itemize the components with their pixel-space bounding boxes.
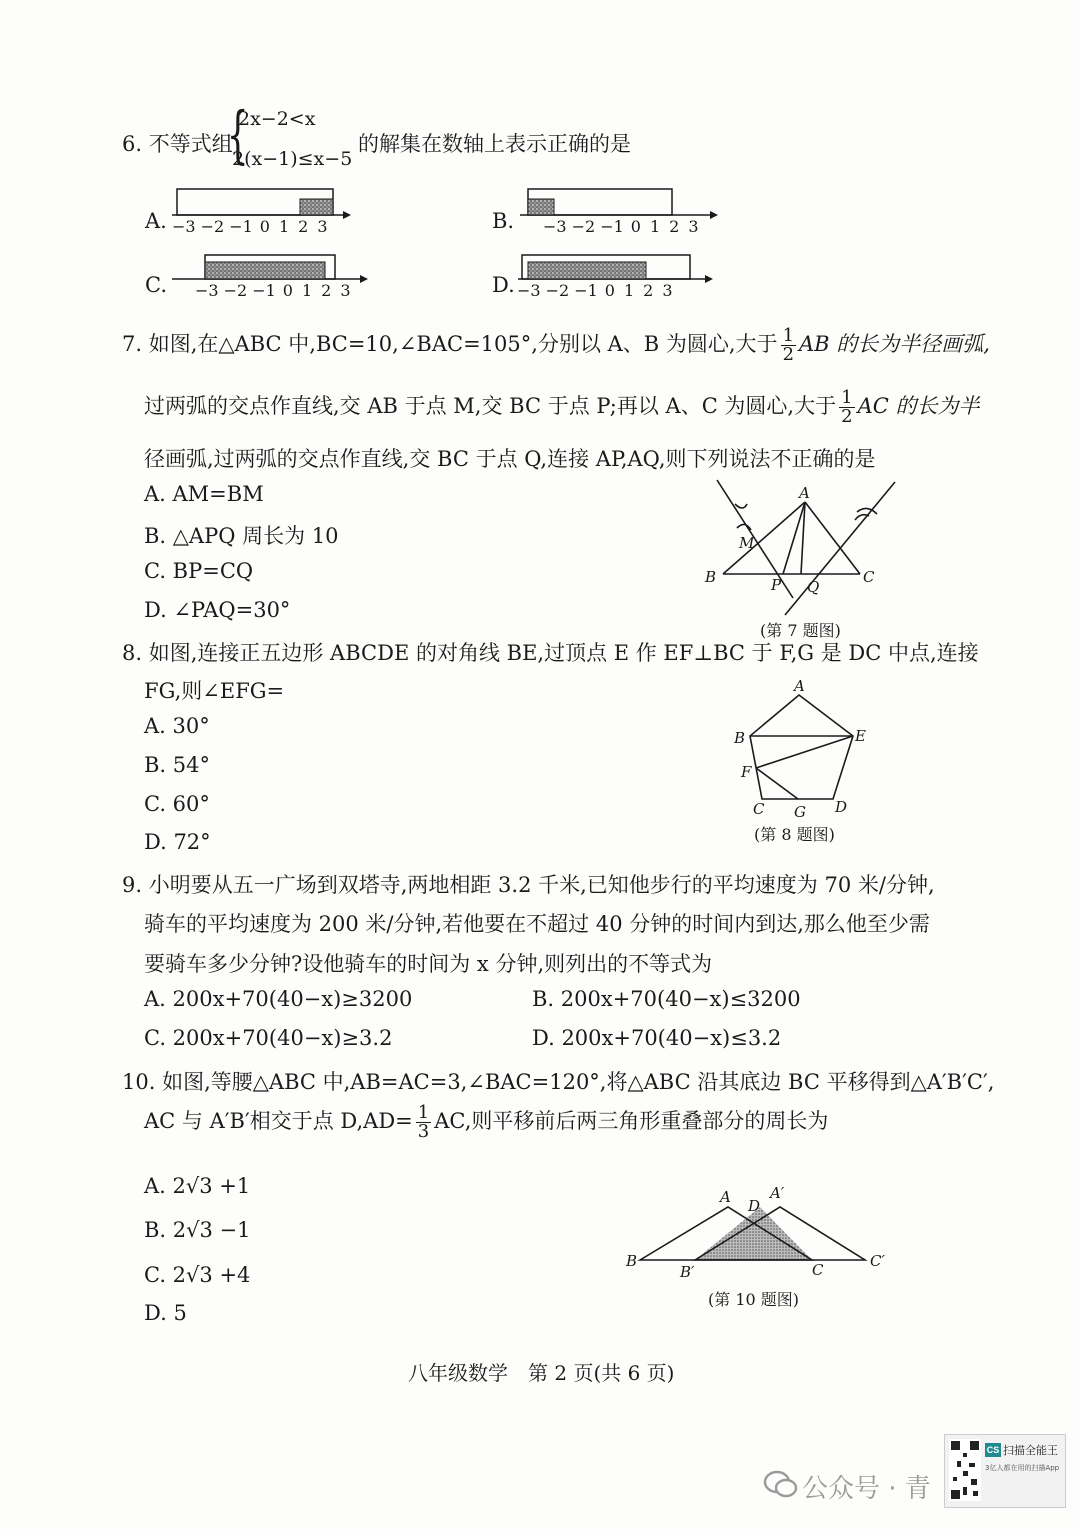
- q10-label-b-prime: B′: [680, 1263, 695, 1280]
- q8-label-b: B: [734, 729, 746, 747]
- q10-label-c-prime: C′: [870, 1252, 885, 1270]
- q7-option-b: B. △APQ 周长为 10: [144, 524, 339, 548]
- q10-fraction: $\frac{1}{3}$: [417, 1102, 430, 1142]
- q6-system-brace: {: [226, 98, 249, 171]
- q8-label-d: D: [835, 798, 848, 816]
- q10-line-2: AC 与 A′B′相交于点 D,AD= $\frac{1}{3}$ AC,则平移前后两三角形重叠部分的周长为: [144, 1102, 829, 1142]
- q8-label-f: F: [741, 763, 752, 781]
- scanner-logo: CS: [986, 1445, 1000, 1455]
- q10-label-d: D: [748, 1197, 761, 1215]
- q7-label-b: B: [705, 568, 717, 586]
- q10-option-c: C. 2√3 +4: [144, 1263, 251, 1287]
- q9-option-c: C. 200x+70(40−x)≥3.2: [144, 1026, 393, 1050]
- q10-label-a: A: [720, 1188, 731, 1206]
- q7-figure: [695, 470, 915, 640]
- page-footer: 八年级数学 第 2 页(共 6 页): [408, 1361, 675, 1385]
- q7-line-3: 径画弧,过两弧的交点作直线,交 BC 于点 Q,连接 AP,AQ,则下列说法不正确的是: [144, 447, 876, 471]
- q8-label-a: A: [794, 677, 805, 695]
- q7-fraction-1: $\frac{1}{2}$: [782, 325, 795, 365]
- q7-label-a: A: [799, 484, 810, 502]
- q8-label-e: E: [855, 727, 866, 745]
- scanner-sub: 3亿人都在用的扫描App: [985, 1464, 1060, 1472]
- q8-line-1: 8. 如图,连接正五边形 ABCDE 的对角线 BE,过顶点 E 作 EF⊥BC 于 F,G 是 DC 中点,连接: [122, 641, 979, 665]
- q6-option-b-label: B.: [492, 209, 515, 233]
- qr-code-icon: [949, 1439, 981, 1501]
- q10-option-d: D. 5: [144, 1301, 187, 1325]
- q9-line-1: 9. 小明要从五一广场到双塔寺,两地相距 3.2 千米,已知他步行的平均速度为 70 米/分钟,: [122, 873, 935, 897]
- q7-line-1: 7. 如图,在△ABC 中,BC=10,∠BAC=105°,分别以 A、B 为圆心,大于 $\frac{1}{2}$ AB 的长为半径画弧,: [122, 325, 990, 365]
- q9-option-b: B. 200x+70(40−x)≤3200: [532, 987, 801, 1011]
- q7-option-d: D. ∠PAQ=30°: [144, 598, 291, 622]
- q7-label-c: C: [863, 568, 875, 586]
- q7-label-m: M: [739, 534, 755, 552]
- q6-ticks-a: −3 −2 −1 0 1 2 3: [172, 217, 328, 236]
- q10-figure: [620, 1180, 900, 1280]
- q8-label-g: G: [794, 803, 806, 821]
- q6-stem-suffix: 的解集在数轴上表示正确的是: [358, 132, 631, 156]
- q9-line-3: 要骑车多少分钟?设他骑车的时间为 x 分钟,则列出的不等式为: [144, 952, 713, 976]
- q6-numberline-d: [518, 255, 713, 283]
- q8-caption: (第 8 题图): [754, 825, 835, 844]
- q10-label-c: C: [812, 1261, 824, 1279]
- q10-option-b: B. 2√3 −1: [144, 1218, 251, 1242]
- watermark-text: 公众号 · 青: [802, 1474, 931, 1504]
- q6-ticks-c: −3 −2 −1 0 1 2 3: [195, 281, 351, 300]
- q10-caption: (第 10 题图): [708, 1290, 800, 1309]
- q7-option-a: A. AM=BM: [144, 482, 264, 506]
- q7-line-2: 过两弧的交点作直线,交 AB 于点 M,交 BC 于点 P;再以 A、C 为圆心,大于 $\frac{1}{2}$ AC 的长为半: [144, 387, 980, 427]
- q7-label-p: P: [771, 576, 782, 594]
- q7-label-q: Q: [807, 578, 820, 596]
- q6-ticks-d: −3 −2 −1 0 1 2 3: [517, 281, 673, 300]
- q6-ticks-b: −3 −2 −1 0 1 2 3: [543, 217, 699, 236]
- q10-option-a: A. 2√3 +1: [144, 1174, 251, 1198]
- q6-option-d-label: D.: [492, 273, 515, 297]
- q10-label-b: B: [626, 1252, 638, 1270]
- q6-numberline-a: [172, 189, 351, 219]
- q6-numberline-b: [520, 189, 718, 219]
- q8-option-b: B. 54°: [144, 753, 211, 777]
- q6-stem-prefix: 6. 不等式组: [122, 132, 233, 156]
- q8-option-a: A. 30°: [144, 714, 210, 738]
- q9-option-d: D. 200x+70(40−x)≤3.2: [532, 1026, 782, 1050]
- q6-inequality-1: 2x−2<x: [238, 108, 316, 130]
- q10-label-a-prime: A′: [770, 1184, 785, 1202]
- q8-line-2: FG,则∠EFG=: [144, 679, 285, 703]
- q7-option-c: C. BP=CQ: [144, 559, 254, 583]
- q8-figure: [725, 675, 875, 825]
- q6-number-lines: [0, 0, 1080, 310]
- wechat-icon: [762, 1466, 798, 1502]
- q9-option-a: A. 200x+70(40−x)≥3200: [144, 987, 413, 1011]
- q6-option-a-label: A.: [145, 209, 167, 233]
- q7-fraction-2: $\frac{1}{2}$: [841, 387, 853, 427]
- q9-line-2: 骑车的平均速度为 200 米/分钟,若他要在不超过 40 分钟的时间内到达,那么他至少需: [144, 912, 930, 936]
- q6-option-c-label: C.: [145, 273, 167, 297]
- q8-label-c: C: [753, 800, 765, 818]
- q8-option-d: D. 72°: [144, 830, 211, 854]
- q7-caption: (第 7 题图): [760, 621, 841, 640]
- q10-line-1: 10. 如图,等腰△ABC 中,AB=AC=3,∠BAC=120°,将△ABC 沿其底边 BC 平移得到△A′B′C′,: [122, 1070, 995, 1094]
- q8-option-c: C. 60°: [144, 792, 210, 816]
- scanner-label: 扫描全能王: [1003, 1444, 1058, 1457]
- q6-inequality-2: 2(x−1)≤x−5: [232, 148, 353, 170]
- scanner-badge: [944, 1434, 1066, 1508]
- q6-numberline-c: [172, 255, 368, 283]
